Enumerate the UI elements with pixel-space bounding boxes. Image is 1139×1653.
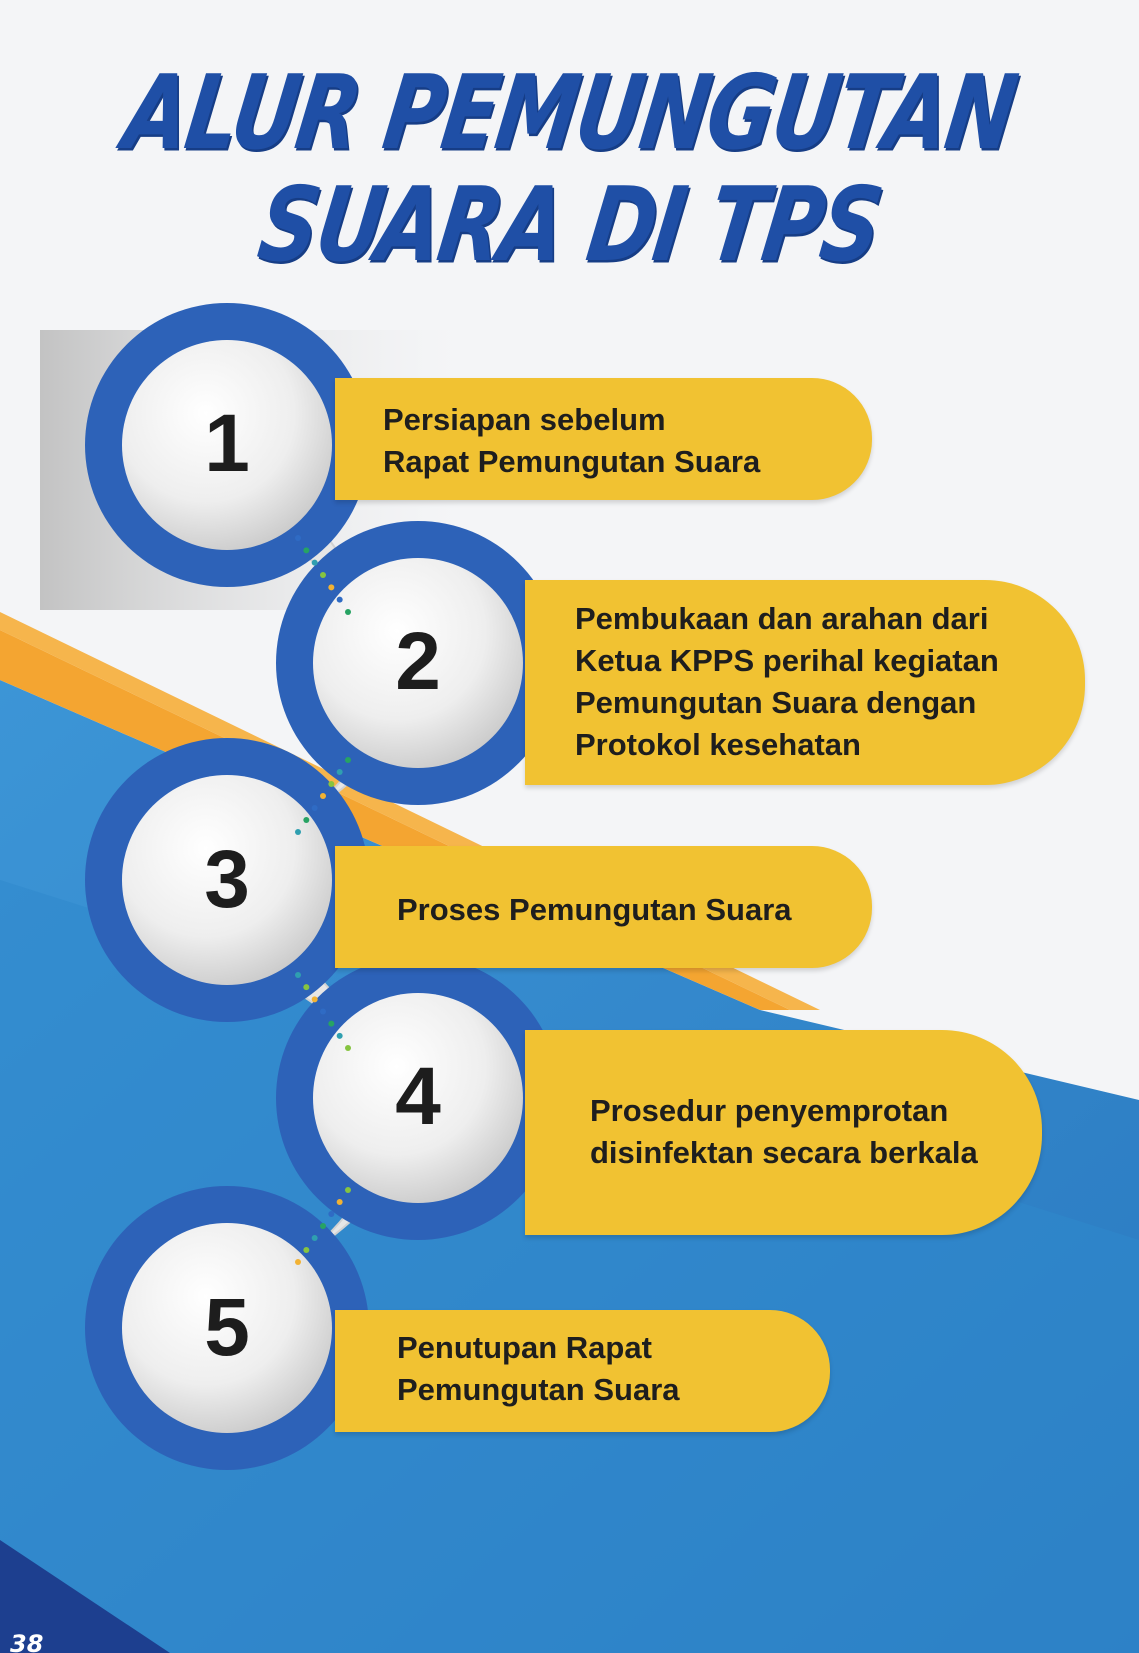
connector-dot	[337, 1033, 343, 1039]
connector-dot	[303, 547, 309, 553]
step-3-line: Proses Pemungutan Suara	[397, 892, 792, 927]
connector-dot	[295, 535, 301, 541]
step-3-text	[397, 889, 792, 931]
title-line-2: SUARA DI TPS	[251, 166, 888, 285]
step-4-number: 4	[395, 1051, 441, 1142]
step-2-number: 2	[395, 616, 441, 707]
connector-dot	[337, 597, 343, 603]
step-1-number: 1	[204, 398, 250, 489]
step-4-line: Prosedur penyemprotan	[590, 1093, 949, 1128]
connector-dot	[328, 781, 334, 787]
step-5-line: Pemungutan Suara	[397, 1372, 680, 1407]
connector-dot	[312, 996, 318, 1002]
connector-dot	[320, 1009, 326, 1015]
connector-dot	[295, 1259, 301, 1265]
title-line-1: ALUR PEMUNGUTAN	[117, 54, 1022, 173]
connector-dot	[320, 793, 326, 799]
connector-dot	[303, 1247, 309, 1253]
connector-dot	[320, 572, 326, 578]
step-3-number: 3	[204, 834, 250, 925]
connector-dot	[328, 584, 334, 590]
page-number: 38	[10, 1630, 44, 1653]
connector-dot	[312, 560, 318, 566]
step-4-line: disinfektan secara berkala	[590, 1135, 978, 1170]
connector-dot	[328, 1211, 334, 1217]
connector-dot	[303, 984, 309, 990]
step-2-line: Pemungutan Suara dengan	[575, 685, 977, 720]
step-4-text	[590, 1090, 978, 1174]
connector-dot	[320, 1223, 326, 1229]
connector-dot	[303, 817, 309, 823]
connector-dot	[345, 757, 351, 763]
step-2-text	[575, 598, 999, 766]
connector-dot	[312, 805, 318, 811]
connector-dot	[337, 769, 343, 775]
step-5-text	[397, 1327, 680, 1411]
step-1-line: Rapat Pemungutan Suara	[383, 444, 761, 479]
step-5-line: Penutupan Rapat	[397, 1330, 652, 1365]
step-2-line: Pembukaan dan arahan dari	[575, 601, 989, 636]
connector-dot	[295, 972, 301, 978]
step-2-line: Protokol kesehatan	[575, 727, 861, 762]
step-1-line: Persiapan sebelum	[383, 402, 666, 437]
step-2-line: Ketua KPPS perihal kegiatan	[575, 643, 999, 678]
connector-dot	[345, 1187, 351, 1193]
connector-dot	[328, 1021, 334, 1027]
connector-dot	[337, 1199, 343, 1205]
step-5-number: 5	[204, 1282, 250, 1373]
connector-dot	[312, 1235, 318, 1241]
step-1-text	[383, 399, 760, 483]
